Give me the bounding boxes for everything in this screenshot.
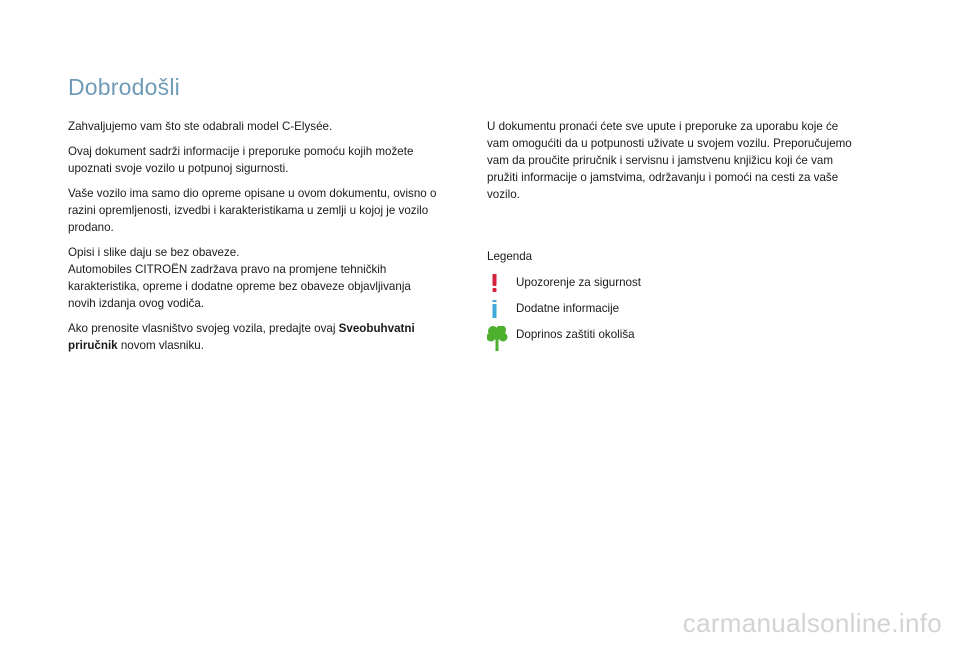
equipment-paragraph (68, 185, 458, 236)
text-line: upoznati svoje vozilo u potpunoj sigurnosti. (68, 162, 289, 175)
legend-title: Legenda (487, 250, 533, 263)
legend-item-warning (487, 274, 642, 291)
handbook-name-bold: Sveobuhvatni (338, 322, 415, 335)
text-fragment: novom vlasniku. (117, 339, 204, 352)
document-usage-paragraph (487, 118, 877, 203)
text-line: vam omogućiti da u potpunosti uživate u svojem vozilu. Preporučujemo (487, 137, 852, 150)
text-line: karakteristika, opreme i dodatne opreme bez obaveze objavljivanja (68, 280, 411, 293)
legend-label: Doprinos zaštiti okoliša (516, 328, 635, 341)
page-title: Dobrodošli (68, 74, 180, 100)
warning-exclamation-icon (487, 274, 507, 298)
text-line: vozilo. (487, 188, 520, 201)
left-column (68, 118, 458, 362)
text-line: U dokumentu pronaći ćete sve upute i preporuke za uporabu koje će (487, 120, 839, 133)
handbook-name-bold: priručnik (68, 339, 118, 352)
disclaimer-paragraph (68, 244, 458, 312)
legend-item-environment (487, 326, 635, 343)
text-line: novih izdanja ovog vodiča. (68, 297, 204, 310)
text-line: prodano. (68, 221, 114, 234)
text-line (68, 320, 458, 337)
legend (487, 248, 642, 352)
text-line: Automobiles CITROËN zadržava pravo na promjene tehničkih (68, 263, 387, 276)
text-line: Ovaj dokument sadrži informacije i preporuke pomoću kojih možete (68, 145, 414, 158)
text-line: Vaše vozilo ima samo dio opreme opisane u ovom dokumentu, ovisno o (68, 187, 437, 200)
document-purpose-paragraph (68, 143, 458, 177)
text-fragment: Ako prenosite vlasništvo svojeg vozila, predajte ovaj (68, 322, 339, 335)
right-column (487, 118, 877, 211)
legend-label: Dodatne informacije (516, 302, 620, 315)
watermark: carmanualsonline.info (682, 608, 942, 638)
legend-item-info (487, 300, 620, 317)
legend-label: Upozorenje za sigurnost (516, 276, 642, 289)
text-line: razini opremljenosti, izvedbi i karakteristikama u zemlji u kojoj je vozilo (68, 204, 429, 217)
info-i-icon (487, 300, 507, 324)
text-line (68, 337, 458, 354)
tree-environment-icon (487, 326, 507, 350)
ownership-transfer-paragraph (68, 320, 458, 354)
intro-paragraph (68, 118, 458, 135)
text-line: pružiti informacije o jamstvima, održavanju i pomoći na cesti za vaše (487, 171, 839, 184)
text-line: Opisi i slike daju se bez obaveze. (68, 246, 240, 259)
text-line: vam da proučite priručnik i servisnu i jamstvenu knjižicu koji će vam (487, 154, 834, 167)
text-line: Zahvaljujemo vam što ste odabrali model C-Elysée. (68, 120, 333, 133)
